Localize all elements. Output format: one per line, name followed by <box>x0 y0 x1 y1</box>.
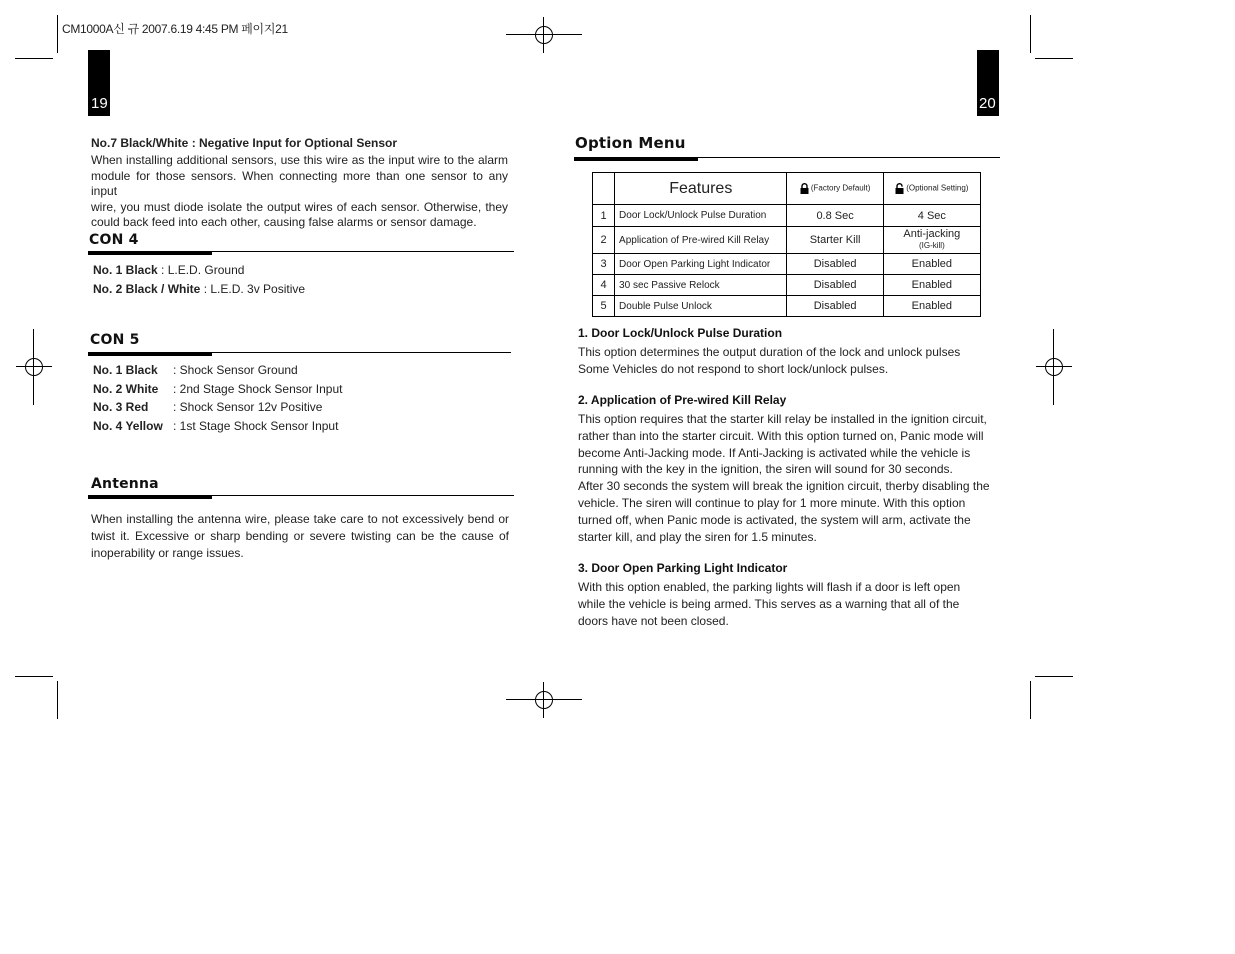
page-number-right: 20 <box>977 50 999 116</box>
table-header-row <box>593 173 981 205</box>
con4-rule-accent <box>88 251 212 255</box>
table-header-num <box>593 173 615 205</box>
lock-open-icon <box>895 183 904 194</box>
row-default: 0.8 Sec <box>787 205 883 227</box>
table-header-default: (Factory Default) <box>787 173 883 205</box>
section-2-title: 2. Application of Pre-wired Kill Relay <box>578 393 787 407</box>
list-item: No. 2 Black / White : L.E.D. 3v Positive <box>93 281 306 296</box>
section-3-body: With this option enabled, the parking lights will flash if a door is left open while the vehicle is being armed. This serves as a warning that all of the doors have not been closed. <box>578 580 961 628</box>
table-row <box>593 205 981 227</box>
row-optional: Enabled <box>883 254 980 275</box>
print-header: CM1000A신 규 2007.6.19 4:45 PM 페이지21 <box>62 22 288 36</box>
table-header-optional: (Optional Setting) <box>883 173 980 205</box>
row-default: Disabled <box>787 275 883 296</box>
row-number: 5 <box>593 296 615 317</box>
row-optional: 4 Sec <box>883 205 980 227</box>
section-2-body: This option requires that the starter kill relay be installed in the ignition circuit, rather than into the starter circuit. With this option turned on, Panic mode will become Anti-Jacking mode. If Anti-Jacking is activated while the vehicle is running with the key in the ignition, the siren will sound for 30 seconds. After 30 seconds the system will break the ignition circuit, therby disabling the vehicle. The siren will continue to play for 1 more minute. With this option turned off, when Panic mode is activated, the system will arm, activate the starter kill, and play the siren for 1.5 minutes. <box>578 412 990 544</box>
list-item: No. 1 Black : L.E.D. Ground <box>93 263 245 277</box>
section-1-title: 1. Door Lock/Unlock Pulse Duration <box>578 326 783 340</box>
table-row <box>593 275 981 296</box>
con5-rule-accent <box>88 352 212 356</box>
row-number: 1 <box>593 205 615 227</box>
row-default: Disabled <box>787 254 883 275</box>
section-3-title: 3. Door Open Parking Light Indicator <box>578 561 788 575</box>
lock-closed-icon <box>800 183 809 194</box>
row-number: 3 <box>593 254 615 275</box>
row-optional: Anti-jacking (IG-kill) <box>883 227 980 254</box>
list-item: No. 3 Red : Shock Sensor 12v Positive <box>93 400 323 414</box>
registration-mark-bottom <box>526 682 562 718</box>
row-feature: Application of Pre-wired Kill Relay <box>615 227 787 254</box>
table-row <box>593 296 981 317</box>
registration-mark-right <box>1036 349 1072 385</box>
table-row <box>593 227 981 254</box>
con5-list <box>93 361 342 435</box>
row-feature: Door Lock/Unlock Pulse Duration <box>615 205 787 227</box>
sensor-heading: No.7 Black/White : Negative Input for Optional Sensor <box>91 136 398 150</box>
antenna-paragraph: When installing the antenna wire, please take care to not excessively bend or twist it. Excessive or sharp bending or severe twisting can be the cause of inoperability or range issues. <box>91 512 509 560</box>
antenna-title: Antenna <box>91 476 159 492</box>
antenna-rule-accent <box>88 495 212 499</box>
registration-mark-top <box>526 17 562 53</box>
con4-list <box>93 261 305 298</box>
row-number: 4 <box>593 275 615 296</box>
con5-title: CON 5 <box>90 332 140 348</box>
option-menu-rule-accent <box>574 157 698 161</box>
list-item: No. 4 Yellow : 1st Stage Shock Sensor Input <box>93 418 339 433</box>
table-row <box>593 254 981 275</box>
row-feature: Door Open Parking Light Indicator <box>615 254 787 275</box>
row-default: Starter Kill <box>787 227 883 254</box>
row-feature: Double Pulse Unlock <box>615 296 787 317</box>
row-default: Disabled <box>787 296 883 317</box>
table-header-features: Features <box>615 173 787 205</box>
option-menu-title: Option Menu <box>575 134 686 152</box>
section-1-body: This option determines the output duration of the lock and unlock pulses Some Vehicles do not respond to short lock/unlock pulses. <box>578 345 961 376</box>
row-feature: 30 sec Passive Relock <box>615 275 787 296</box>
list-item: No. 1 Black : Shock Sensor Ground <box>93 363 298 377</box>
page-number-left: 19 <box>88 50 110 116</box>
registration-mark-left <box>16 349 52 385</box>
row-number: 2 <box>593 227 615 254</box>
sensor-paragraph: When installing additional sensors, use this wire as the input wire to the alarm module for those sensors. When connecting more than one sensor to any input wire, you must diode isolate the output wires of each sensor. Otherwise, they could back feed into each other, causing false alarms or sensor damage. <box>91 153 508 229</box>
list-item: No. 2 White : 2nd Stage Shock Sensor Input <box>93 381 343 396</box>
row-optional: Enabled <box>883 296 980 317</box>
con4-title: CON 4 <box>89 232 139 248</box>
option-table <box>592 172 981 317</box>
row-optional: Enabled <box>883 275 980 296</box>
